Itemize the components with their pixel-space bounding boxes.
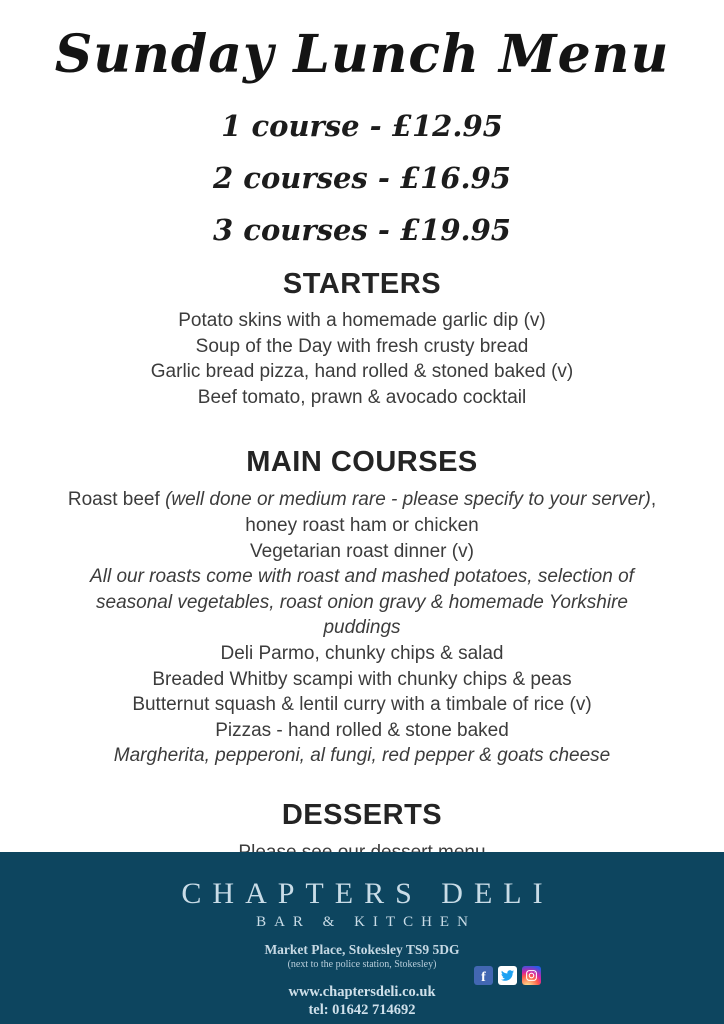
menu-item-potato-skins: Potato skins with a homemade garlic dip (v) [178,310,546,331]
main-courses-section [0,446,724,769]
price-one-course: 1 course - £12.95 [221,109,503,143]
brand-tagline: BAR & KITCHEN [256,914,476,930]
facebook-f-glyph: f [481,969,486,985]
facebook-icon[interactable] [474,966,493,985]
price-two-courses: 2 courses - £16.95 [213,161,511,195]
desserts-heading: DESSERTS [281,798,443,831]
instagram-camera-glyph [525,969,538,982]
website-url: www.chaptersdeli.co.uk [288,984,436,1000]
twitter-bird-glyph [501,969,514,982]
price-three-courses: 3 courses - £19.95 [213,213,511,247]
twitter-icon[interactable] [498,966,517,985]
menu-item-pizzas: Pizzas - hand rolled & stone baked [215,719,509,741]
menu-item-vegetarian-roast: Vegetarian roast dinner (v) [250,540,474,562]
menu-item-deli-parmo: Deli Parmo, chunky chips & salad [220,642,504,664]
roast-beef-cooking-note: (well done or medium rare - please specify to your server) [165,489,651,511]
menu-item-prawn-cocktail: Beef tomato, prawn & avocado cocktail [197,386,527,408]
menu-item-soup: Soup of the Day with fresh crusty bread [195,335,529,357]
main-courses-heading: MAIN COURSES [246,446,478,479]
menu-item-butternut-curry: Butternut squash & lentil curry with a timbale of rice (v) [132,694,592,716]
starters-section [0,268,724,410]
pricing-block [0,100,724,256]
instagram-icon[interactable] [522,966,541,985]
address-note: (next to the police station, Stokesley) [287,959,437,970]
page-title: Sunday Lunch Menu [54,24,670,85]
menu-item-garlic-bread-pizza: Garlic bread pizza, hand rolled & stoned baked (v) [150,361,574,383]
social-links [474,966,541,985]
phone-number: tel: 01642 714692 [308,1002,416,1018]
starters-heading: STARTERS [282,268,442,300]
address: Market Place, Stokesley TS9 5DG [264,942,460,957]
pizza-toppings-note: Margherita, pepperoni, al fungi, red pepper & goats cheese [113,745,611,767]
menu-item-roast-beef [55,487,669,538]
roast-beef-text: Roast beef [67,489,166,511]
brand-name: CHAPTERS DELI [181,877,554,910]
menu-item-scampi: Breaded Whitby scampi with chunky chips & peas [152,668,572,690]
roast-beef-text-cont: , honey roast ham or chicken [245,489,657,536]
roasts-accompaniments-note: All our roasts come with roast and mashed potatoes, selection of seasonal vegetables, roast onion gravy & homemade Yorkshire puddings [90,566,634,639]
footer [0,852,724,1024]
